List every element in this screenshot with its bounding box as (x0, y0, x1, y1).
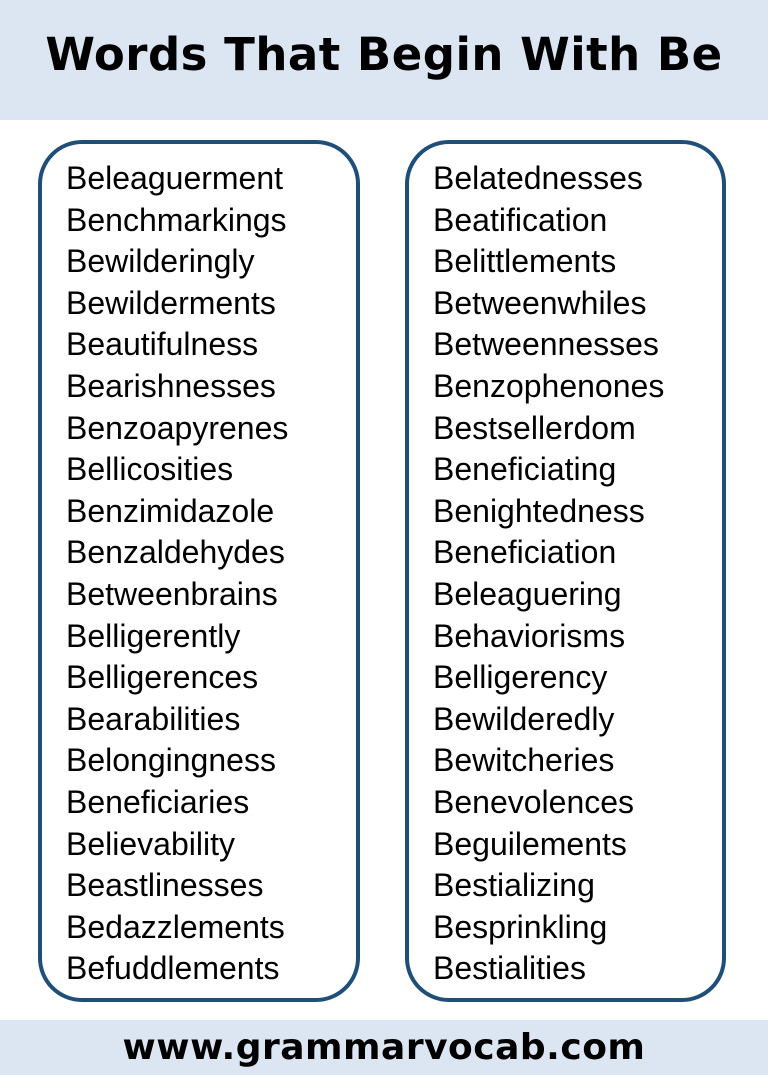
word-item: Beastlinesses (66, 867, 264, 904)
word-item: Besprinkling (433, 908, 608, 945)
word-item: Bewilderments (66, 284, 276, 321)
right-word-list (433, 158, 664, 990)
word-item: Bearabilities (66, 700, 241, 737)
footer-banner (0, 1020, 768, 1075)
word-item: Bearishnesses (66, 367, 276, 404)
word-item: Behaviorisms (433, 617, 626, 654)
word-item: Befuddlements (66, 950, 280, 987)
word-item: Betweenbrains (66, 575, 278, 612)
word-item: Benzophenones (433, 367, 665, 404)
word-item: Bewitcheries (433, 742, 615, 779)
word-item: Bestsellerdom (433, 409, 636, 446)
word-item: Belatednesses (433, 160, 643, 196)
word-item: Believability (66, 825, 235, 862)
word-item: Bestializing (433, 867, 595, 904)
word-item: Beguilements (433, 825, 627, 862)
word-item: Benzoapyrenes (66, 409, 289, 446)
word-item: Betweennesses (433, 326, 659, 363)
left-word-panel (38, 140, 360, 1002)
word-item: Belittlements (433, 243, 617, 280)
word-item: Beneficiation (433, 534, 617, 571)
word-item: Benzaldehydes (66, 534, 285, 571)
word-item: Benchmarkings (66, 201, 287, 238)
word-item: Beautifulness (66, 326, 259, 363)
word-item: Benevolences (433, 783, 635, 820)
page-title: Words That Begin With Be (45, 27, 723, 81)
word-item: Beleaguerment (66, 160, 284, 196)
word-item: Belligerently (66, 617, 241, 654)
word-item: Beleaguering (433, 575, 622, 612)
word-item: Beneficiaries (66, 783, 250, 820)
word-item: Beatification (433, 201, 608, 238)
word-item: Beneficiating (433, 451, 617, 488)
word-item: Belongingness (66, 742, 276, 779)
word-item: Bewilderingly (66, 243, 255, 280)
word-item: Bedazzlements (66, 908, 285, 945)
word-item: Bellicosities (66, 451, 234, 488)
word-item: Bestialities (433, 950, 586, 987)
website-url: www.grammarvocab.com (122, 1027, 646, 1068)
right-word-panel (405, 140, 726, 1002)
word-item: Bewilderedly (433, 700, 615, 737)
word-item: Belligerences (66, 659, 259, 696)
word-item: Benzimidazole (66, 492, 275, 529)
left-word-list (66, 158, 288, 990)
word-item: Benightedness (433, 492, 645, 529)
title-banner (0, 0, 768, 120)
word-item: Belligerency (433, 659, 608, 696)
word-item: Betweenwhiles (433, 284, 647, 321)
